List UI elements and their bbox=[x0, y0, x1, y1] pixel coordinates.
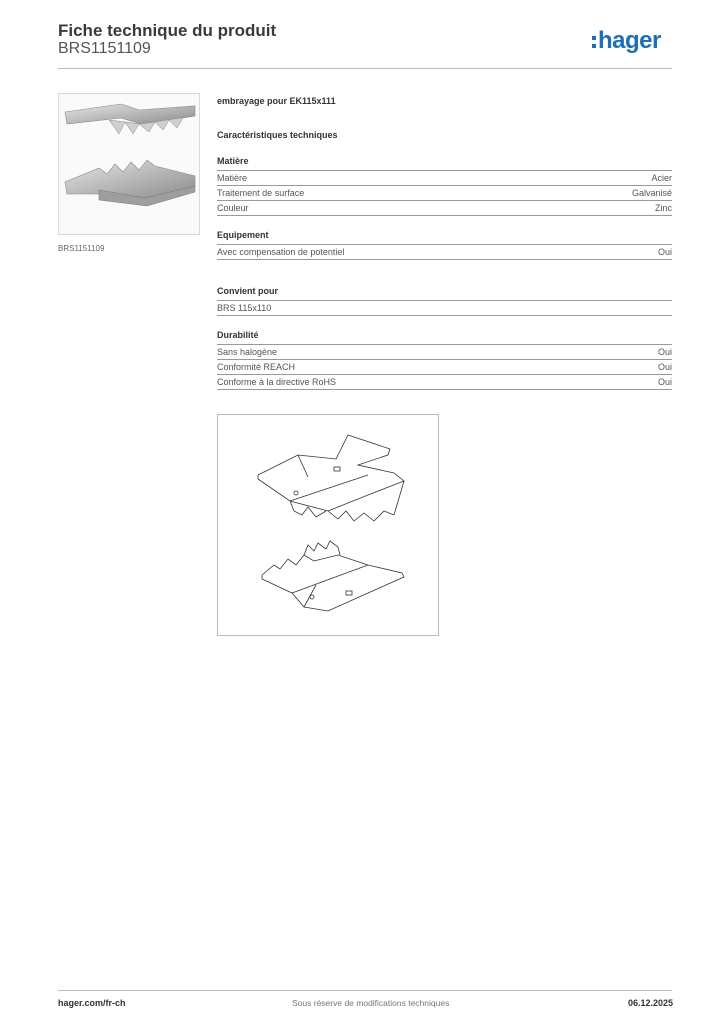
spec-row bbox=[217, 301, 672, 316]
spec-row bbox=[217, 201, 672, 216]
footer-disclaimer: Sous réserve de modifications techniques bbox=[292, 998, 450, 1008]
spec-row bbox=[217, 171, 672, 186]
logo-dots-icon bbox=[592, 36, 596, 50]
coupler-photo-icon bbox=[59, 94, 199, 234]
spec-label: Traitement de surface bbox=[217, 188, 305, 198]
group-title-matiere: Matière bbox=[217, 156, 672, 171]
technical-drawing bbox=[217, 414, 439, 636]
spec-value: Oui bbox=[657, 347, 672, 357]
spec-label: Couleur bbox=[217, 203, 249, 213]
footer-date: 06.12.2025 bbox=[628, 998, 674, 1008]
spec-row bbox=[217, 186, 672, 201]
photo-caption: BRS1151109 bbox=[58, 244, 105, 253]
footer-website-link[interactable]: hager.com/fr-ch bbox=[58, 998, 126, 1008]
coupler-drawing-icon bbox=[218, 415, 438, 635]
product-name: embrayage pour EK115x111 bbox=[217, 96, 336, 106]
header-divider bbox=[58, 68, 672, 69]
spec-value: Acier bbox=[651, 173, 672, 183]
spec-row bbox=[217, 245, 672, 260]
spec-value: Oui bbox=[657, 377, 672, 387]
section-title-specs: Caractéristiques techniques bbox=[217, 130, 338, 140]
spec-label: Matière bbox=[217, 173, 248, 183]
spec-value: Oui bbox=[657, 247, 672, 257]
spec-row bbox=[217, 375, 672, 390]
spec-value: Oui bbox=[657, 362, 672, 372]
spec-value: Zinc bbox=[654, 203, 672, 213]
spec-label: Avec compensation de potentiel bbox=[217, 247, 345, 257]
page-title: Fiche technique du produit bbox=[58, 21, 277, 40]
spec-label: Conformité REACH bbox=[217, 362, 296, 372]
spec-content bbox=[217, 96, 672, 442]
group-title-convient: Convient pour bbox=[217, 286, 672, 301]
spec-label: Sans halogène bbox=[217, 347, 278, 357]
spec-label: BRS 115x110 bbox=[217, 303, 272, 313]
group-title-durabilite: Durabilité bbox=[217, 330, 672, 345]
footer-divider bbox=[58, 990, 672, 991]
spec-label: Conforme à la directive RoHS bbox=[217, 377, 337, 387]
product-photo bbox=[58, 93, 200, 235]
spec-row bbox=[217, 360, 672, 375]
spec-row bbox=[217, 345, 672, 360]
spec-value: Galvanisé bbox=[631, 188, 672, 198]
group-title-equipement: Equipement bbox=[217, 230, 672, 245]
hager-logo bbox=[598, 27, 661, 55]
product-code: BRS1151109 bbox=[58, 40, 151, 57]
logo-text: hager bbox=[598, 27, 661, 54]
